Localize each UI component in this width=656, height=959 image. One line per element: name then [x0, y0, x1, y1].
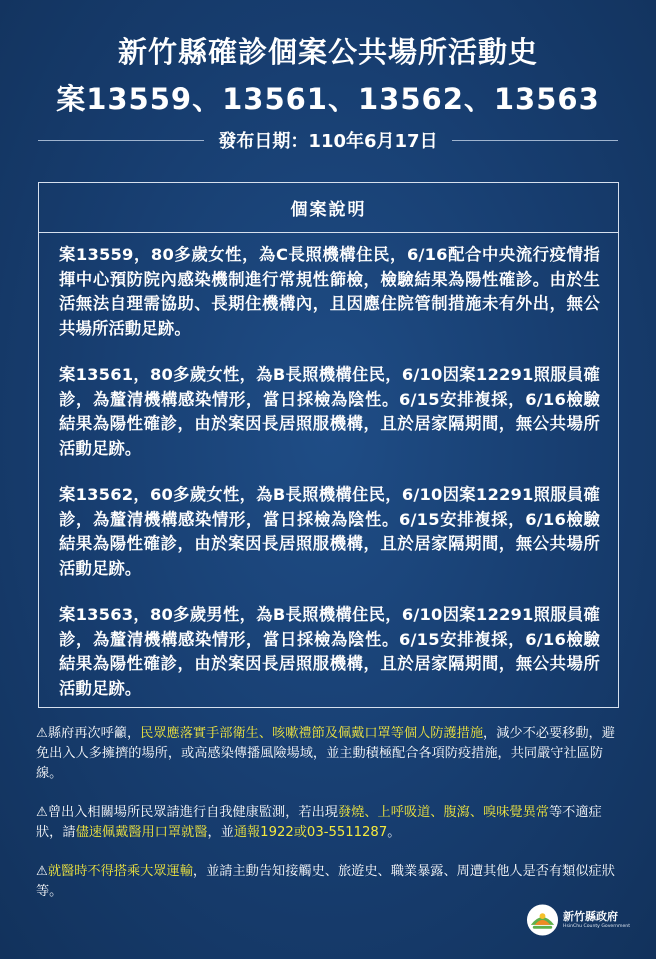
case-13559-description: 案13559，80多歲女性，為C長照機構住民，6/16配合中央流行疫情指揮中心預防院內感染機制進行常規性篩檢，檢驗結果為陽性確診。由於生活無法自理需協助、長期住機構內，且因應住院管制措施未有外出，無公共場所活動足跡。 [59, 245, 600, 338]
advisory-text: ，並請主動告知接觸史、旅遊史、職業暴露、周遭其他人是否有類似症狀等。 [36, 864, 615, 899]
logo-english-name: HsinChu County Government [563, 924, 630, 929]
advisory-text: ，並 [207, 825, 234, 840]
case-13563-description: 案13563，80多歲男性，為B長照機構住民，6/10因案12291照服員確診，為釐清機構感染情形，當日採檢為陰性。6/15安排複採，6/16檢驗結果為陽性確診，由於案因長居照服機構，且於居家隔期間，無公共場所活動足跡。 [59, 605, 600, 698]
county-emblem-icon [526, 903, 559, 937]
warning-text: ⚠曾出入相關場所民眾請進行自我健康監測，若出現 [36, 805, 338, 820]
case-list [39, 233, 618, 701]
advisory-text: ，減少不必要移動，避免出入人多擁擠的場所，或高感染傳播風險場域，並主動積極配合各項防疫措施，共同嚴守社區防線。 [36, 726, 615, 781]
logo-text [563, 910, 630, 930]
warning-icon: ⚠ [36, 864, 48, 879]
case-13561-description: 案13561，80多歲女性，為B長照機構住民，6/10因案12291照服員確診，為釐清機構感染情形，當日採檢為陰性。6/15安排複採，6/16檢驗結果為陽性確診，由於案因長居照服機構，且於居家隔期間，無公共場所活動足跡。 [59, 365, 600, 458]
advisory-text: 。 [387, 825, 401, 840]
advisory-transport [36, 862, 622, 902]
advisory-notes [36, 724, 622, 921]
case-numbers-title: 案13559、13561、13562、13563 [56, 82, 600, 116]
hotline-highlight: 通報1922或03-5511287 [233, 825, 388, 840]
county-government-logo [526, 902, 630, 938]
case-description-box [38, 182, 619, 708]
symptoms-highlight: 發燒、上呼吸道、腹瀉、嗅味覺異常 [337, 805, 549, 820]
highlight-text: 民眾應落實手部衛生、咳嗽禮節及佩戴口罩等個人防護措施 [140, 726, 484, 741]
logo-name: 新竹縣政府 [563, 910, 618, 923]
advisory-prevention [36, 724, 622, 784]
divider-left [38, 140, 204, 141]
page-title: 新竹縣確診個案公共場所活動史 [117, 35, 538, 69]
warning-text: ⚠縣府再次呼籲， [36, 726, 141, 741]
publish-date: 發布日期：110年6月17日 [218, 131, 438, 152]
advisory-health-monitoring [36, 803, 622, 843]
divider-right [452, 140, 618, 141]
transport-highlight: 就醫時不得搭乘大眾運輸 [47, 864, 193, 879]
advisory-text: 等不適症狀，請 [36, 805, 602, 840]
case-13562-description: 案13562，60多歲女性，為B長照機構住民，6/10因案12291照服員確診，為釐清機構感染情形，當日採檢為陰性。6/15安排複採，6/16檢驗結果為陽性確診，由於案因長居照服機構，且於居家隔期間，無公共場所活動足跡。 [59, 485, 600, 578]
mask-highlight: 儘速佩戴醫用口罩就醫 [75, 825, 208, 840]
case-description-heading: 個案說明 [39, 183, 618, 233]
publish-date-row [38, 128, 618, 152]
